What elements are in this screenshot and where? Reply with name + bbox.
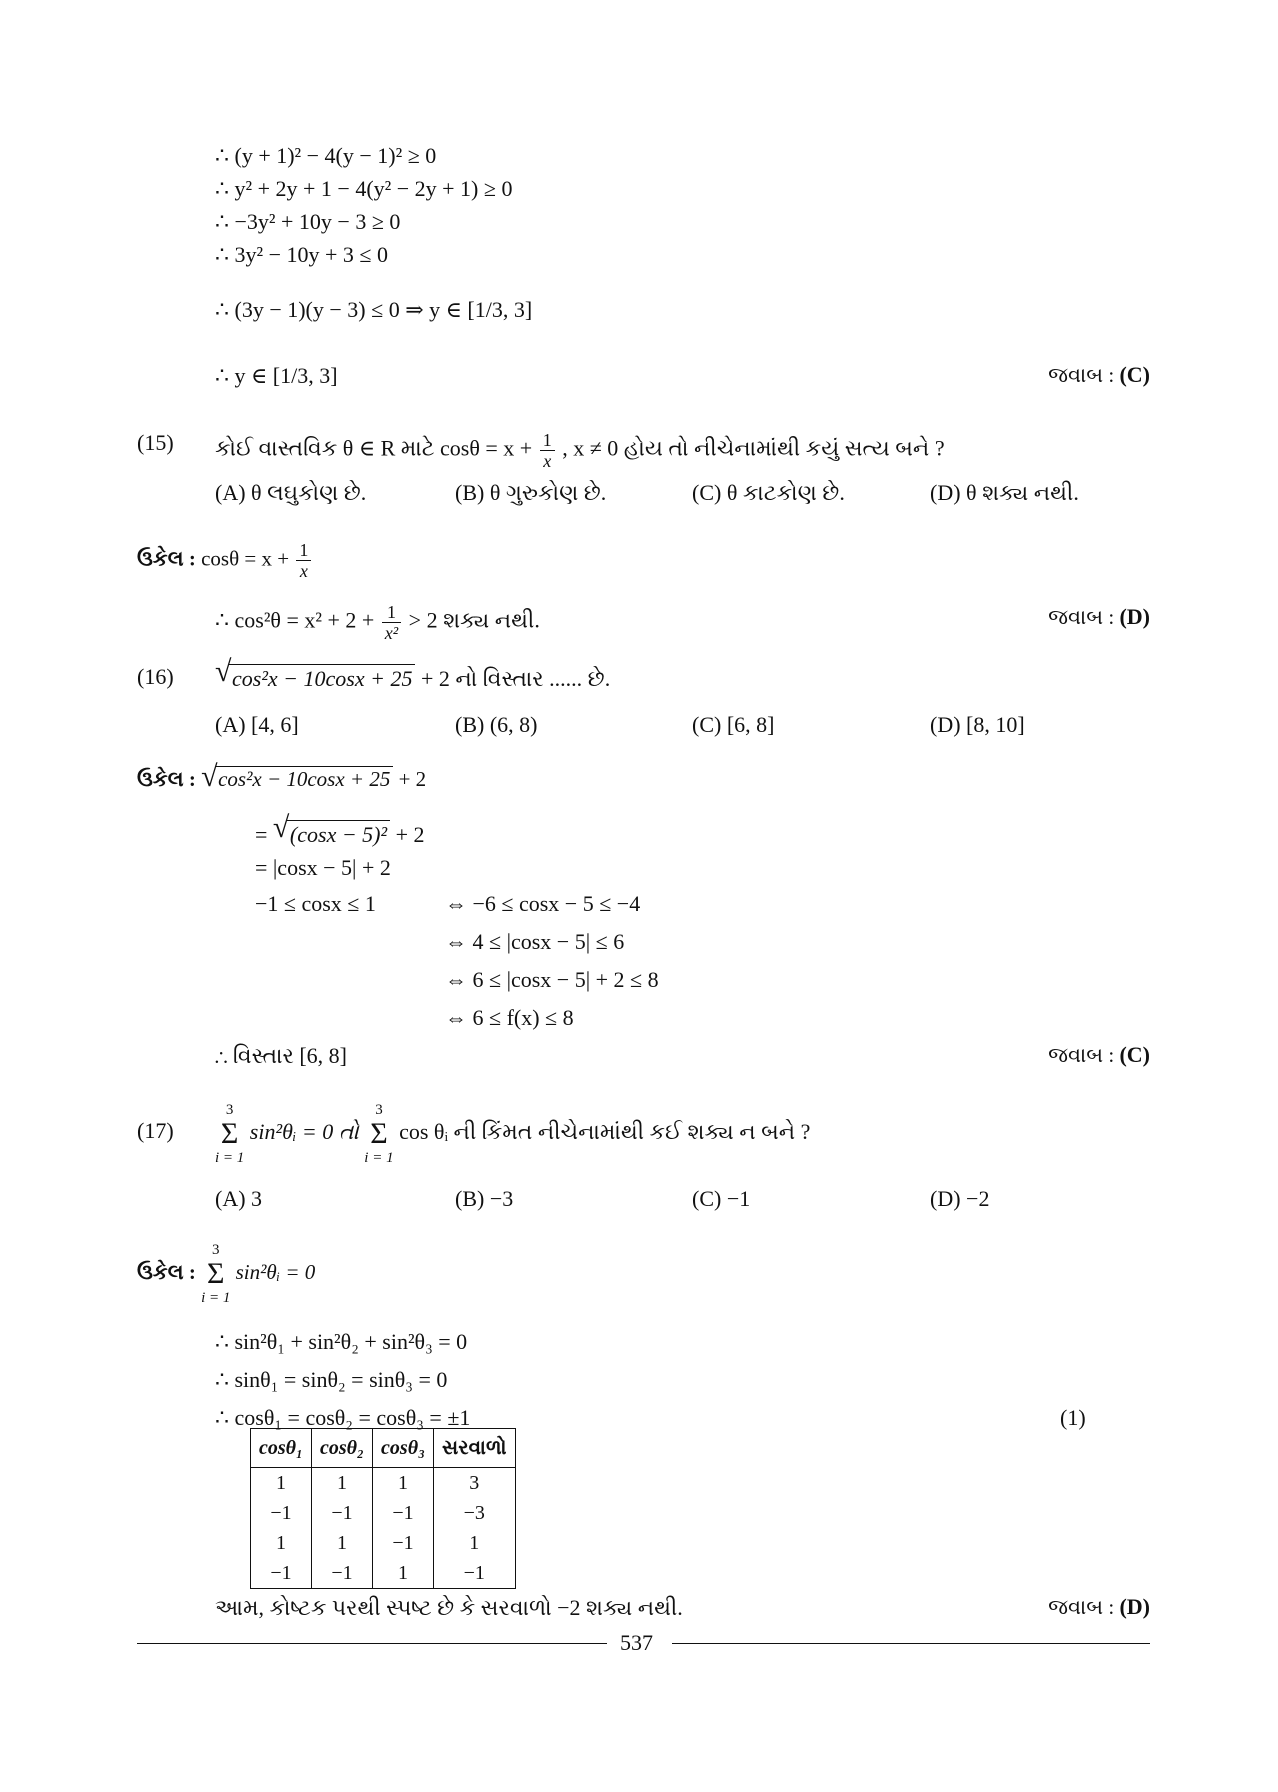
table-row [251,1498,516,1528]
question-text: 3 Σ i = 1 sin²θᵢ = 0 તો 3 Σ i = 1 cos θᵢ ની કિંમત નીચેનામાંથી કઈ શક્ય ન બને ? [215,1101,811,1166]
step-line: ∴ 3y² − 10y + 3 ≤ 0 [215,242,388,267]
step-line: ∴ વિસ્તાર [6, 8] [215,1043,348,1068]
page-number: 537 [620,1630,653,1655]
step-line: −1 ≤ cosx ≤ 1 [255,891,376,916]
answer-value: (D) [1119,604,1150,629]
table-row [251,1468,516,1499]
solution-line: ઉકેલ : 3 Σ i = 1 sin²θᵢ = 0 [137,1242,316,1307]
conclusion-line: આમ, કોષ્ટક પરથી સ્પષ્ટ છે કે સરવાળો −2 શક્ય નથી. [215,1595,683,1620]
solution-label: ઉકેલ : [137,546,196,571]
answer-line: જવાબ : (C) [1048,362,1150,387]
step-line: ⇔ 6 ≤ f(x) ≤ 8 [445,1005,574,1030]
fraction: $\frac{1}{x}$ [296,540,311,581]
step-line: ∴ sin²θ₁ + sin²θ₂ + sin²θ₃ = 0 [215,1329,468,1354]
option-a: (A) [4, 6] [215,712,299,737]
step-line: ∴ (y + 1)² − 4(y − 1)² ≥ 0 [215,143,437,168]
solution-line: ઉકેલ : √ cos²x − 10cosx + 25 + 2 [137,760,427,793]
option-d: (D) θ શક્ય નથી. [930,480,1079,505]
column-header: cosθ₁ [251,1429,312,1468]
equation-number: (1) [1060,1405,1086,1430]
option-c: (C) −1 [692,1186,751,1211]
answer-line: જવાબ : (C) [1048,1042,1150,1067]
option-c: (C) [6, 8] [692,712,775,737]
table-cell: −1 [312,1498,373,1528]
table-cell: 1 [373,1558,434,1589]
solution-line: ઉકેલ : cosθ = x + $\frac{1}{x}$ [137,540,313,581]
table-cell: −1 [312,1558,373,1589]
table-cell: −1 [251,1498,312,1528]
step-line: ∴ −3y² + 10y − 3 ≥ 0 [215,209,401,234]
option-b: (B) (6, 8) [455,712,538,737]
solution-label: ઉકેલ : [137,1260,196,1284]
square-root: √ (cosx − 5)² [273,820,390,849]
table-cell: −1 [373,1498,434,1528]
table-cell: −1 [251,1558,312,1589]
step-line: = √ (cosx − 5)² + 2 [255,811,425,847]
step-line: ⇔ 4 ≤ |cosx − 5| ≤ 6 [445,929,625,954]
step-line: = |cosx − 5| + 2 [255,855,391,880]
fraction: $\frac{1}{x}$ [540,430,555,471]
table-cell: −3 [434,1498,516,1528]
table-cell: 3 [434,1468,516,1499]
table-cell: 1 [251,1468,312,1499]
summation: 3 Σ i = 1 [201,1242,231,1307]
option-a: (A) θ લઘુકોણ છે. [215,480,367,505]
summation: 3 Σ i = 1 [215,1101,245,1166]
square-root: √ cos²x − 10cosx + 25 [215,664,415,693]
step-line: ∴ sinθ₁ = sinθ₂ = sinθ₃ = 0 [215,1367,448,1392]
answer-value: (D) [1119,1594,1150,1619]
option-b: (B) θ ગુરુકોણ છે. [455,480,607,505]
question-text: કોઈ વાસ્તવિક θ ∈ R માટે cosθ = x + $\frac{1}{x}$ , x ≠ 0 હોય તો નીચેનામાંથી કયું સત્ય બને ? [215,430,945,471]
table-cell: 1 [312,1528,373,1558]
answer-line: જવાબ : (D) [1048,604,1150,629]
question-number: (16) [137,664,174,689]
sum-table [250,1428,516,1589]
table-cell: 1 [251,1528,312,1558]
option-d: (D) −2 [930,1186,990,1211]
square-root: √ cos²x − 10cosx + 25 [201,766,393,792]
answer-line: જવાબ : (D) [1048,1594,1150,1619]
column-header: સરવાળો [434,1429,516,1468]
step-line: ∴ cos²θ = x² + 2 + $\frac{1}{\text{x²}}$ > 2 શક્ય નથી. [215,602,540,643]
answer-value: (C) [1119,362,1150,387]
step-line: ∴ y ∈ [1/3, 3] [215,363,338,388]
summation: 3 Σ i = 1 [364,1101,394,1166]
table-cell: 1 [373,1468,434,1499]
question-text: √ cos²x − 10cosx + 25 + 2 નો વિસ્તાર ...... છે. [215,655,611,691]
question-number: (17) [137,1118,174,1143]
table-cell: −1 [434,1558,516,1589]
option-d: (D) [8, 10] [930,712,1025,737]
step-line: ⇔ −6 ≤ cosx − 5 ≤ −4 [445,891,641,916]
option-a: (A) 3 [215,1186,263,1211]
table-cell: −1 [373,1528,434,1558]
footer-rule-left [137,1643,607,1644]
table-header-row [251,1429,516,1468]
table-row [251,1528,516,1558]
option-c: (C) θ કાટકોણ છે. [692,480,845,505]
answer-value: (C) [1119,1042,1150,1067]
step-line: ∴ y² + 2y + 1 − 4(y² − 2y + 1) ≥ 0 [215,176,513,201]
footer-rule-right [672,1643,1150,1644]
fraction: $\frac{1}{\text{x²}}$ [382,602,401,643]
step-line: ∴ (3y − 1)(y − 3) ≤ 0 ⇒ y ∈ [1/3, 3] [215,297,533,322]
column-header: cosθ₂ [312,1429,373,1468]
table-cell: 1 [434,1528,516,1558]
step-line: ⇔ 6 ≤ |cosx − 5| + 2 ≤ 8 [445,967,659,992]
table-cell: 1 [312,1468,373,1499]
step-line: ∴ cosθ₁ = cosθ₂ = cosθ₃ = ±1 [215,1405,471,1430]
column-header: cosθ₃ [373,1429,434,1468]
solution-label: ઉકેલ : [137,767,196,791]
table-row [251,1558,516,1589]
question-number: (15) [137,430,174,455]
option-b: (B) −3 [455,1186,514,1211]
